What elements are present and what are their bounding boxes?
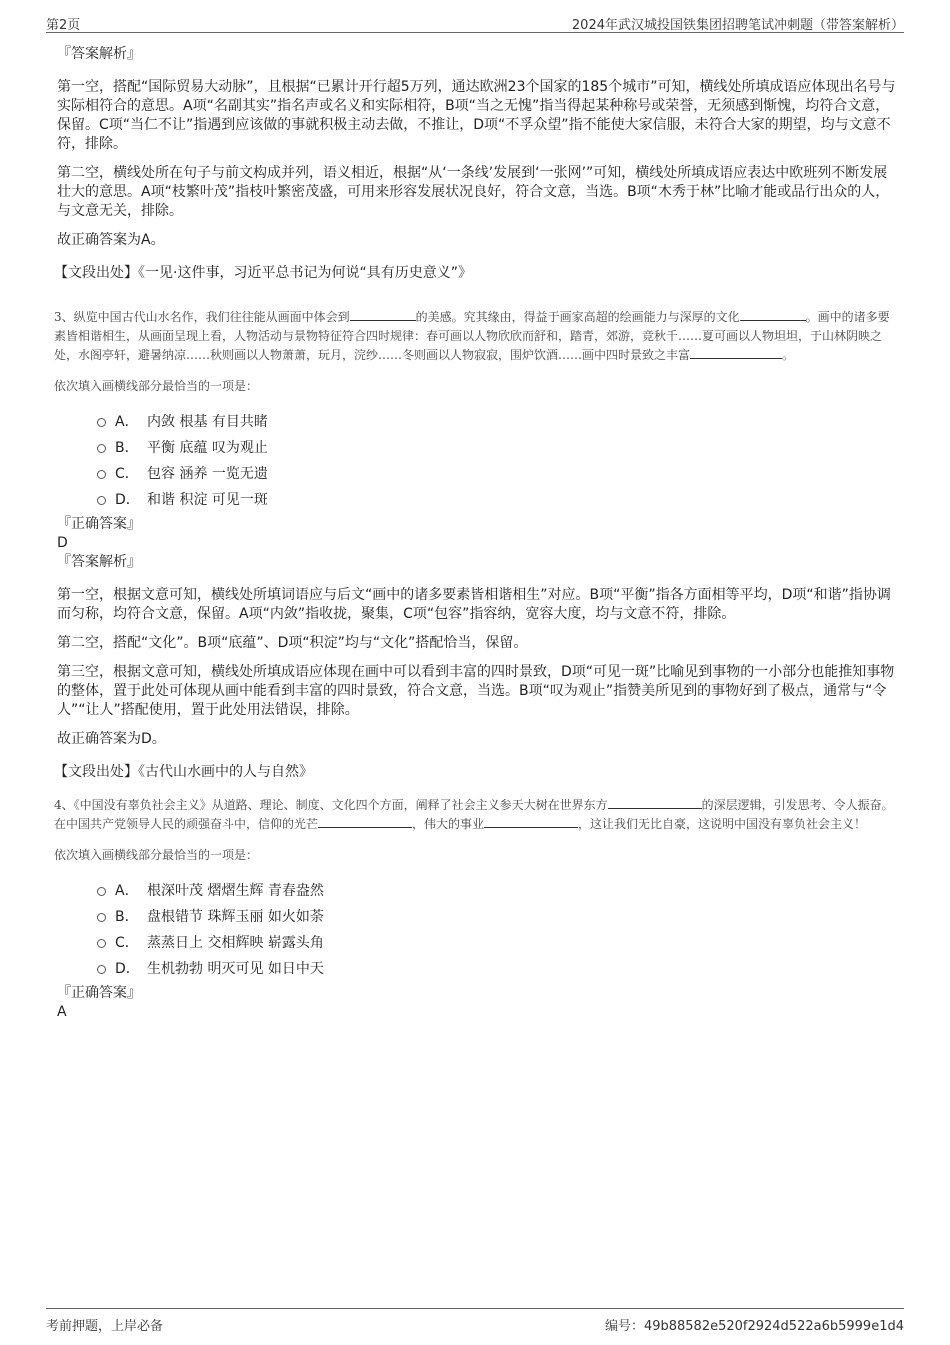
page-footer xyxy=(46,1308,904,1335)
footer-slogan: 考前押题，上岸必备 xyxy=(46,1319,164,1334)
radio-icon[interactable] xyxy=(97,470,106,479)
page-header xyxy=(46,12,904,33)
q3-options xyxy=(57,409,897,513)
q3-analysis-p2: 第二空，搭配“文化”。B项“底蕴”、D项“积淀”均与“文化”搭配恰当，保留。 xyxy=(57,635,528,651)
q3-blank-3 xyxy=(690,346,782,359)
q3-analysis-label: 『答案解析』 xyxy=(57,554,141,570)
q3-prompt: 依次填入画横线部分最恰当的一项是： xyxy=(54,379,259,393)
radio-icon[interactable] xyxy=(97,913,106,922)
q3-option-b[interactable]: B． 平衡 底蕴 叹为观止 xyxy=(57,435,897,461)
q3-option-c[interactable]: C． 包容 涵养 一览无遗 xyxy=(57,461,897,487)
q2-conclusion: 故正确答案为A。 xyxy=(57,232,165,248)
q4-option-d[interactable]: D． 生机勃勃 明灭可见 如日中天 xyxy=(57,956,897,982)
q4-blank-1 xyxy=(608,796,702,809)
q3-blank-1 xyxy=(350,308,416,321)
q4-question-text: 4、《中国没有辜负社会主义》从道路、理论、制度、文化四个方面，阐释了社会主义参天大树在世界东方 的深层逻辑，引发思考、令人振奋。在中国共产党领导人民的顽强奋斗中，信仰的光芒 ，伟大的事业 ，这让我们无比自豪，这说明中国没有辜负社会主义！ xyxy=(54,798,894,831)
q3-source: 【文段出处】《古代山水画中的人与自然》 xyxy=(54,764,313,780)
document-code: 编号：49b88582e520f2924d522a6b5999e1d4 xyxy=(604,1319,904,1334)
q3-analysis-p3: 第三空，根据文意可知，横线处所填成语应体现在画中可以看到丰富的四时景致，D项“可见一斑”比喻见到事物的一小部分也能推知事物的整体，置于此处可体现从画中能看到丰富的四时景致，符合文意，当选。B项“叹为观止”指赞美所见到的事物好到了极点，通常与“令人”“让人”搭配使用，置于此处用法错误，排除。 xyxy=(57,664,895,718)
page-content xyxy=(54,45,897,1022)
q4-answer-label: 『正确答案』 xyxy=(57,985,141,1001)
q4-option-c[interactable]: C． 蒸蒸日上 交相辉映 崭露头角 xyxy=(57,930,897,956)
q4-blank-3 xyxy=(484,815,578,828)
q3-answer: D xyxy=(57,535,68,551)
document-title: 2024年武汉城投国铁集团招聘笔试冲刺题（带答案解析） xyxy=(571,18,904,33)
q2-analysis-label: 『答案解析』 xyxy=(57,46,141,62)
q4-prompt: 依次填入画横线部分最恰当的一项是： xyxy=(54,848,259,862)
page-number: 第2页 xyxy=(46,18,81,33)
q3-analysis-p1: 第一空，根据文意可知，横线处所填词语应与后文“画中的诸多要素皆相谐相生”对应。B项“平衡”指各方面相等平均，D项“和谐”指协调而匀称，均符合文意，保留。A项“内敛”指收拢，聚集，C项“包容”指容纳，宽容大度，均与文意不符，排除。 xyxy=(57,587,891,622)
q3-option-a[interactable]: A． 内敛 根基 有目共睹 xyxy=(57,409,897,435)
radio-icon[interactable] xyxy=(97,887,106,896)
q4-option-b[interactable]: B． 盘根错节 珠辉玉丽 如火如荼 xyxy=(57,904,897,930)
radio-icon[interactable] xyxy=(97,939,106,948)
radio-icon[interactable] xyxy=(97,496,106,505)
q4-answer: A xyxy=(57,1004,67,1020)
radio-icon[interactable] xyxy=(97,418,106,427)
q3-conclusion: 故正确答案为D。 xyxy=(57,731,166,747)
q4-blank-2 xyxy=(318,815,412,828)
q2-source: 【文段出处】《一见·这件事，习近平总书记为何说“具有历史意义”》 xyxy=(54,265,472,281)
radio-icon[interactable] xyxy=(97,965,106,974)
q3-answer-label: 『正确答案』 xyxy=(57,516,141,532)
q4-option-a[interactable]: A． 根深叶茂 熠熠生辉 青春盎然 xyxy=(57,878,897,904)
q3-blank-2 xyxy=(740,308,806,321)
radio-icon[interactable] xyxy=(97,444,106,453)
q2-analysis-p2: 第二空，横线处所在句子与前文构成并列，语义相近，根据“从‘一条线’发展到‘一张网’”可知，横线处所填成语应表达中欧班列不断发展壮大的意思。A项“枝繁叶茂”指枝叶繁密茂盛，可用来形容发展状况良好，符合文意，当选。B项“木秀于林”比喻才能或品行出众的人，与文意无关，排除。 xyxy=(57,165,890,219)
q4-options xyxy=(57,878,897,982)
q3-option-d[interactable]: D． 和谐 积淀 可见一斑 xyxy=(57,487,897,513)
q3-question-text: 3、纵览中国古代山水名作，我们往往能从画面中体会到 的美感。究其缘由，得益于画家高超的绘画能力与深厚的文化 。画中的诸多要素皆相谐相生，从画面呈现上看，人物活动与景物特征符合四时规律：春可画以人物欣欣而舒和，踏青，郊游，竞秋千……夏可画以人物坦坦，于山林阴映之处，水阁亭轩，避暑纳凉……秋则画以人物萧萧，玩月，浣纱……冬则画以人物寂寂，围炉饮酒……画中四时景致之丰富 。 xyxy=(54,310,890,362)
q2-analysis-p1: 第一空，搭配“国际贸易大动脉”，且根据“已累计开行超5万列，通达欧洲23个国家的185个城市”可知，横线处所填成语应体现出名号与实际相符合的意思。A项“名副其实”指名声或名义和实际相符，B项“当之无愧”指当得起某种称号或荣誉，无须感到惭愧，均符合文意，保留。C项“当仁不让”指遇到应该做的事就积极主动去做，不推让，D项“不孚众望”指不能使大家信服，未符合大家的期望，均与文意不符，排除。 xyxy=(57,79,896,152)
